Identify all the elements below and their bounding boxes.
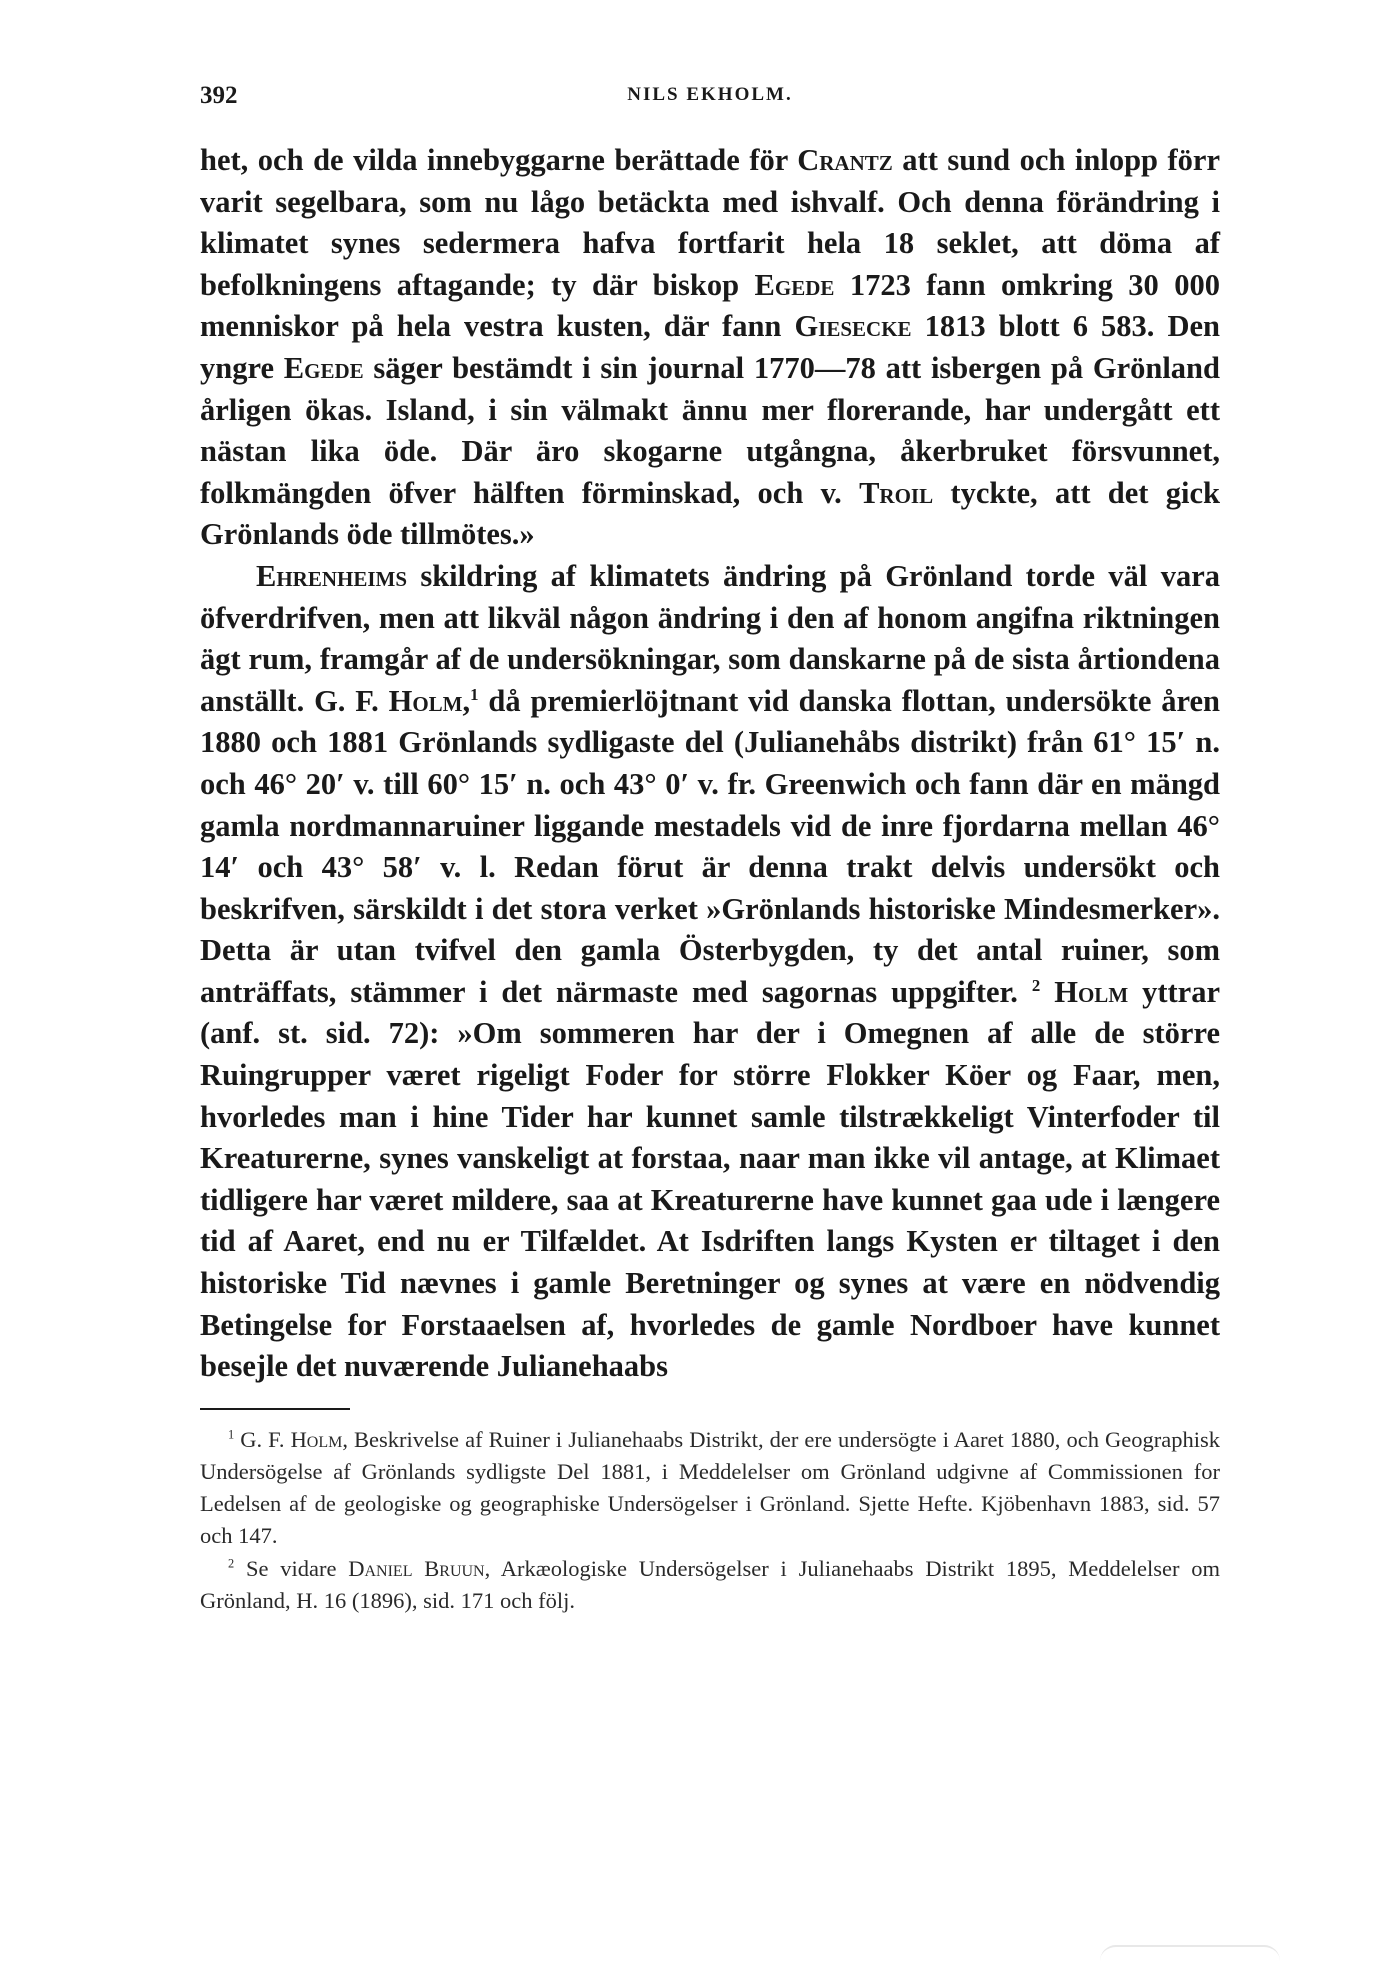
footnote-marker: 1 [228, 1427, 235, 1442]
bleed-through-mark [1100, 1945, 1280, 1961]
footnotes [200, 1424, 1220, 1617]
page-number: 392 [200, 82, 238, 109]
text-run: säger bestämdt i sin journal 1770—78 att isbergen på Grönland årligen ökas. Island, i sin välmakt ännu mer florerande, har undergått ett nästan lika öde. Där äro skogarne utgångna, åkerbruket försvunnet, folkmängden öfver hälften förminskad, och v. [200, 350, 1220, 510]
footnote-marker: 2 [1031, 975, 1041, 995]
proper-name: Troil [859, 475, 934, 510]
text-run: G. F. [234, 1426, 291, 1452]
footnote-rule [200, 1408, 350, 1410]
running-head [200, 82, 1220, 122]
paragraph [200, 556, 1220, 1388]
text-run [1040, 975, 1054, 1009]
text-run: Se vidare [234, 1555, 349, 1581]
text-run: het, och de vilda innebyggarne berättade för [200, 143, 798, 177]
footnote [200, 1553, 1220, 1617]
text-run: , [462, 683, 471, 718]
proper-name: Holm [1054, 974, 1129, 1009]
text-run: , Beskrivelse af Ruiner i Julianehaabs Distrikt, der ere undersögte i Aaret 1880, och Geographisk Undersögelse af Grönlands sydligste Del 1881, i Meddelelser om Grönland udgivne af Commissionen for Ledelsen af de geologiske og geographiske Undersögelser i Grönland. Sjette Hefte. Kjöbenhavn 1883, sid. 57 och 147. [200, 1426, 1220, 1549]
paragraph [200, 140, 1220, 556]
proper-name: Egede [754, 267, 835, 302]
text-run: skildring af klimatets ändring på Grönland torde väl vara öfverdrifven, men att likväl någon ändring i den af honom angifna riktningen ägt rum, framgår af de undersökningar, som danskarne på de sista årtiondena anställt. G. F. [200, 558, 1220, 718]
running-head-author: NILS EKHOLM. [627, 84, 793, 105]
proper-name: Ehrenheims [256, 558, 408, 593]
proper-name: Giesecke [794, 309, 912, 344]
book-page [200, 82, 1220, 1932]
proper-name: Holm [290, 1426, 343, 1452]
text-run: 1813 blott 6 583. Den yngre [200, 309, 1220, 385]
text-run: tyckte, att det gick Grönlands öde tillmötes.» [200, 475, 1220, 552]
body-text [200, 140, 1220, 1388]
footnote-marker: 1 [470, 684, 479, 704]
text-run: , Arkæologiske Undersögelser i Julianehaabs Distrikt 1895, Meddelelser om Grönland, H. 16 (1896), sid. 171 och följ. [200, 1555, 1220, 1613]
proper-name: Holm [388, 683, 463, 718]
text-run: yttrar (anf. st. sid. 72): »Om sommeren har der i Omegnen af alle de större Ruingrupper været rigeligt Foder for större Flokker Köer og Faar, men, hvorledes man i hine Tider har kunnet samle tilstrækkeligt Vinterfoder til Kreaturerne, synes vanskeligt at forstaa, naar man ikke vil antage, at Klimaet tidligere har været mildere, saa at Kreaturerne have kunnet gaa ude i længere tid af Aaret, end nu er Tilfældet. At Isdriften langs Kysten er tiltaget i den historiske Tid nævnes i gamle Beretninger og synes at være en nödvendig Betingelse for Forstaaelsen af, hvorledes de gamle Nordboer have kunnet besejle det nuværende Julianehaabs [200, 974, 1221, 1384]
text-run: då premierlöjtnant vid danska flottan, undersökte åren 1880 och 1881 Grönlands sydligaste del (Julianehåbs distrikt) från 61° 15′ n. och 46° 20′ v. till 60° 15′ n. och 43° 0′ v. fr. Greenwich och fann där en mängd gamla nordmannaruiner liggande mestadels vid de inre fjordarna mellan 46° 14′ och 43° 58′ v. l. Redan förut är denna trakt delvis undersökt och beskrifven, särskildt i det stora verket »Grönlands historiske Mindesmerker». Detta är utan tvifvel den gamla Österbygden, ty det antal ruiner, som anträffats, stämmer i det närmaste med sagornas uppgifter. [200, 683, 1220, 1009]
footnote-marker: 2 [228, 1556, 235, 1571]
text-run: att sund och inlopp förr varit segelbara, som nu lågo betäckta med ishvalf. Och denna förändring i klimatet synes sedermera hafva fortfarit hela 18 seklet, att döma af befolkningens aftagande; ty där biskop [200, 143, 1220, 302]
text-run: 1723 fann omkring 30 000 menniskor på hela vestra kusten, där fann [200, 267, 1220, 344]
footnote [200, 1424, 1220, 1553]
proper-name: Egede [283, 350, 364, 385]
proper-name: Crantz [797, 143, 893, 177]
proper-name: Daniel Bruun [348, 1555, 485, 1581]
